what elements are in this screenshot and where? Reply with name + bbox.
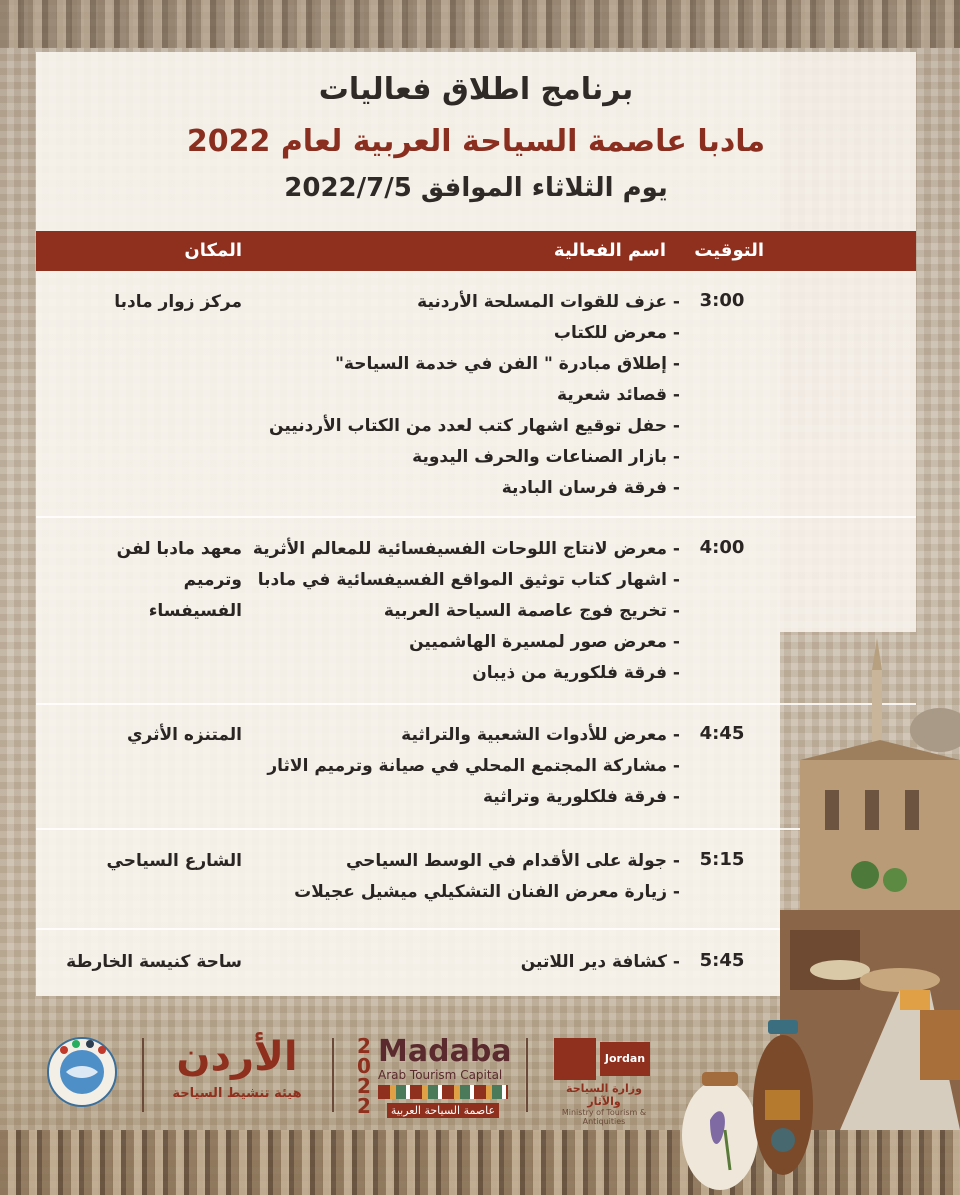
event-date: يوم الثلاثاء الموافق 2022/7/5 (284, 173, 668, 203)
partner-logos (36, 1030, 676, 1126)
row-place: ساحة كنيسة الخارطة (66, 952, 242, 972)
row-place: معهد مادبا لفن وترميم الفسيفساء (116, 539, 242, 621)
event-item: - معرض لانتاج اللوحات الفسيفسائية للمعالم الأثرية (260, 537, 680, 568)
event-item: - معرض صور لمسيرة الهاشميين (260, 630, 680, 661)
event-item: - معرض للكتاب (260, 321, 680, 352)
logo-divider (332, 1038, 334, 1112)
header-time: التوقيت (694, 240, 764, 261)
event-item: - فرقة فرسان البادية (260, 476, 680, 507)
madaba-pattern (378, 1085, 508, 1099)
row-time: 4:00 (699, 537, 745, 558)
event-subtitle: مادبا عاصمة السياحة العربية لعام 2022 (186, 124, 766, 159)
event-item: - قصائد شعرية (260, 383, 680, 414)
row-events (260, 723, 680, 816)
event-item: - إطلاق مبادرة " الفن في خدمة السياحة" (260, 352, 680, 383)
vases-illustration (680, 1010, 820, 1195)
event-item: - تخريج فوج عاصمة السياحة العربية (260, 599, 680, 630)
row-divider (36, 516, 916, 518)
row-events (260, 950, 680, 981)
program-title: برنامج اطلاق فعاليات (318, 72, 634, 107)
madaba-subtitle: Arab Tourism Capital (378, 1068, 503, 1082)
event-item: - كشافة دير اللاتين (260, 950, 680, 981)
jordan-wordmark: الأردن (176, 1034, 298, 1080)
event-item: - مشاركة المجتمع المحلي في صيانة وترميم الاثار (260, 754, 680, 785)
madaba-wordmark: Madaba (378, 1034, 512, 1069)
jtb-name-ar: هيئة تنشيط السياحة (172, 1086, 302, 1101)
row-time: 4:45 (699, 723, 745, 744)
event-item: - معرض للأدوات الشعبية والتراثية (260, 723, 680, 754)
madaba-arabic-label: عاصمة السياحة العربية (387, 1103, 499, 1118)
row-events (252, 537, 680, 692)
row-time: 3:00 (699, 290, 745, 311)
header-event: اسم الفعالية (553, 240, 666, 261)
arab-tourism-organization-emblem-icon (46, 1036, 118, 1108)
row-events (260, 290, 680, 507)
madaba-year: 2022 (357, 1034, 371, 1118)
jordan-tourism-board-logo (162, 1034, 312, 1101)
logo-divider (526, 1038, 528, 1112)
row-events (260, 849, 680, 911)
logo-divider (142, 1038, 144, 1112)
event-item: - جولة على الأقدام في الوسط السياحي (260, 849, 680, 880)
title-block (36, 68, 916, 208)
row-time: 5:15 (699, 849, 745, 870)
ministry-name-ar: وزارة السياحة والآثار (566, 1082, 642, 1108)
header-place: المكان (184, 240, 242, 261)
row-place: المتنزه الأثري (126, 725, 242, 745)
jordan-brand-badge: Jordan (600, 1042, 650, 1076)
ministry-emblem (554, 1036, 654, 1082)
event-item: - فرقة فلكورية من ذيبان (260, 661, 680, 692)
event-item: - اشهار كتاب توثيق المواقع الفسيفسائية في مادبا (260, 568, 680, 599)
event-item: - عزف للقوات المسلحة الأردنية (260, 290, 680, 321)
ministry-name-en: Ministry of Tourism & Antiquities (561, 1108, 647, 1126)
event-item: - بازار الصناعات والحرف اليدوية (260, 445, 680, 476)
row-time: 5:45 (699, 950, 745, 971)
table-header (36, 231, 916, 271)
row-place: الشارع السياحي (106, 851, 242, 871)
event-item: - حفل توقيع اشهار كتب لعدد من الكتاب الأردنيين (260, 414, 680, 445)
event-item: - فرقة فلكلورية وتراثية (260, 785, 680, 816)
mosaic-top-band (0, 0, 960, 48)
ministry-mark-icon (554, 1038, 596, 1080)
ministry-logo (554, 1036, 654, 1126)
madaba-capital-logo (356, 1034, 512, 1120)
row-place: مركز زوار مادبا (114, 292, 242, 312)
event-item: - زيارة معرض الفنان التشكيلي ميشيل عجيلات (260, 880, 680, 911)
